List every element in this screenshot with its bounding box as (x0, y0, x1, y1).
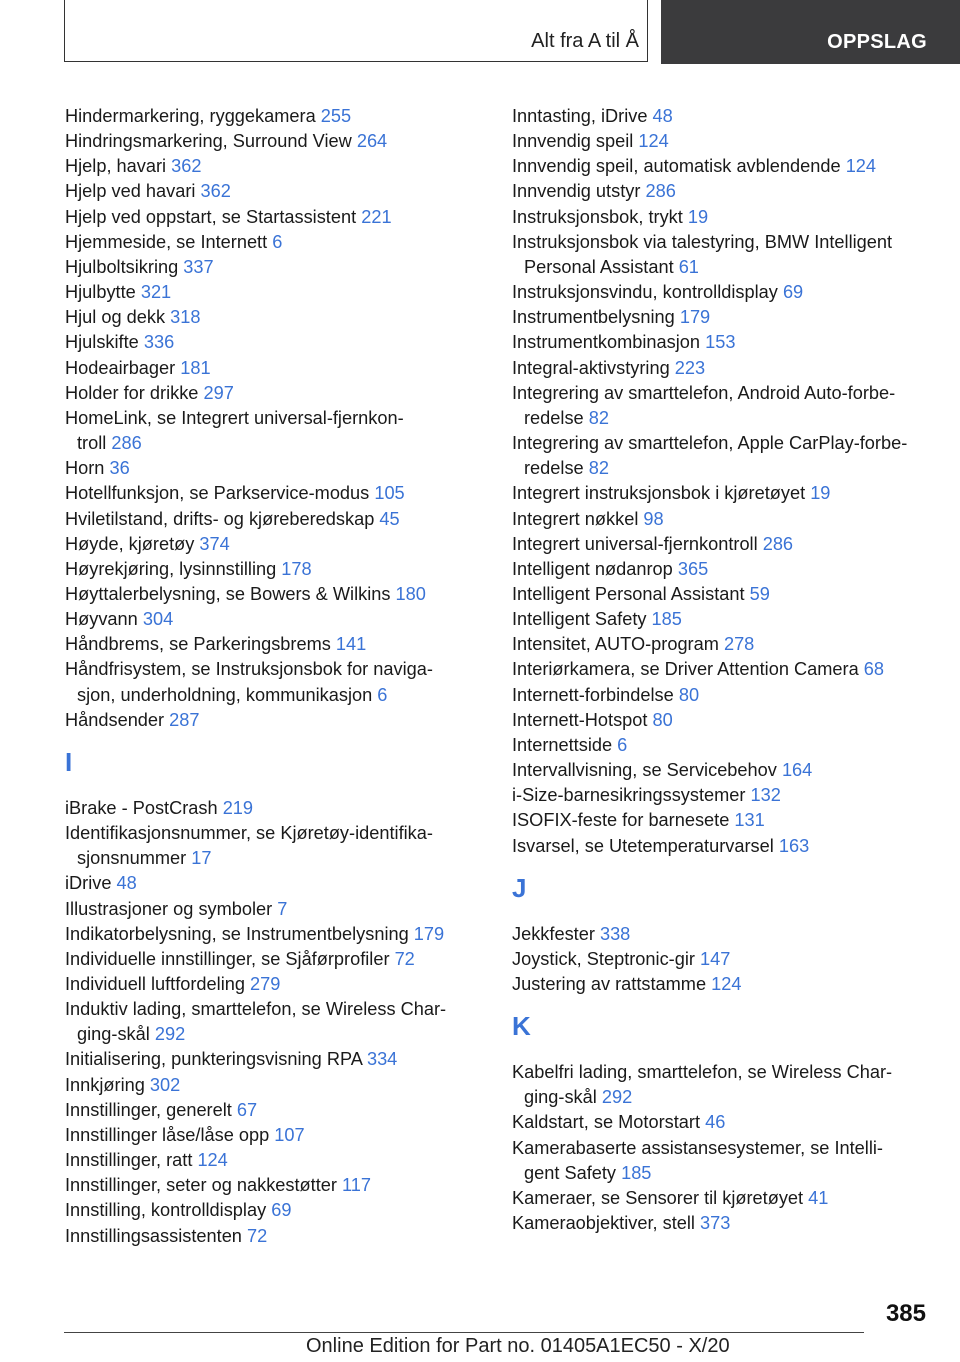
page-link[interactable]: 362 (171, 156, 202, 177)
index-entry-text: Høyde, kjøretøy (65, 533, 195, 554)
index-entry (512, 1186, 932, 1211)
page-link[interactable]: 124 (197, 1150, 228, 1171)
index-entry-text: Internett-Hotspot (512, 709, 648, 730)
page-link[interactable]: 362 (200, 181, 231, 202)
index-entry-text: Instruksjonsvindu, kontrolldisplay (512, 282, 778, 303)
index-entry-text: ISOFIX-feste for barnesete (512, 810, 730, 831)
page-link[interactable]: 179 (679, 307, 711, 328)
index-entry-text: Initialisering, punkteringsvisning RPA (65, 1049, 362, 1070)
index-entry-text: gent Safety (524, 1162, 617, 1183)
index-entry-text: Hjul og dekk (65, 307, 166, 328)
index-entry (65, 129, 465, 154)
index-entry (512, 632, 932, 657)
index-entry-text: Håndsender (65, 709, 165, 730)
index-entry-text: Hjelp ved havari (65, 181, 196, 202)
index-entry-text: Hviletilstand, drifts- og kjøreberedskap (65, 508, 375, 529)
index-entry-text: Kaldstart, se Motorstart (512, 1112, 701, 1133)
page-link[interactable]: 185 (651, 609, 682, 630)
index-entry (65, 607, 465, 632)
index-entry-text: Hjelp ved oppstart, se Startassistent (65, 206, 357, 227)
index-letter-heading: J (512, 872, 527, 903)
index-letter-heading: K (512, 1011, 531, 1042)
index-entry-text: Integrering av smarttelefon, Apple CarPlay-forbe- (512, 433, 908, 454)
page-link[interactable]: 117 (342, 1175, 371, 1196)
index-entry (512, 808, 932, 833)
index-entry (512, 708, 932, 733)
index-entry-text: Personal Assistant (524, 256, 674, 277)
page-link[interactable]: 219 (222, 797, 254, 818)
index-entry-text: sjon, underholdning, kommunikasjon (77, 684, 373, 705)
page-link[interactable]: 164 (781, 760, 813, 781)
index-entry (512, 205, 932, 230)
page-number: 385 (885, 1300, 926, 1327)
index-entry (65, 1173, 465, 1198)
index-entry (512, 1211, 932, 1236)
page-link[interactable]: 278 (723, 634, 755, 655)
index-column-left (65, 104, 465, 1249)
page-link[interactable]: 59 (749, 583, 770, 604)
index-entry-text: Hotellfunksjon, se Parkservice-modus (65, 483, 370, 504)
index-entry-text: Hjemmeside, se Internett (65, 231, 268, 252)
page-link[interactable]: 373 (700, 1213, 731, 1234)
index-entry (65, 557, 465, 582)
index-entry (65, 871, 465, 896)
index-entry (512, 1060, 932, 1110)
page-link[interactable]: 286 (762, 533, 794, 554)
index-entry (65, 179, 465, 204)
index-entry-text: Integrert nøkkel (512, 508, 639, 529)
index-entry (65, 1224, 465, 1249)
index-entry-text: Kameraer, se Sensorer til kjøretøyet (512, 1187, 804, 1208)
page-link[interactable]: 153 (705, 332, 736, 353)
page-link[interactable]: 179 (413, 923, 445, 944)
page-link[interactable]: 147 (700, 948, 731, 969)
index-entry-text: Hjulskifte (65, 332, 139, 353)
index-entry (512, 683, 932, 708)
index-entry-text: Hindermarkering, ryggekamera (65, 106, 316, 126)
index-entry-text: Innkjøring (65, 1074, 145, 1095)
index-entry-text: Intensitet, AUTO-program (512, 634, 719, 655)
page-link[interactable]: 279 (250, 974, 281, 994)
page-link[interactable]: 69 (782, 282, 804, 303)
index-entry-text: Internett-forbindelse (512, 684, 674, 705)
page-link[interactable]: 46 (705, 1112, 726, 1133)
page-link[interactable]: 67 (236, 1099, 258, 1120)
page-link[interactable]: 374 (199, 533, 230, 554)
index-entry-text: Innstilling, kontrolldisplay (65, 1200, 267, 1221)
index-entry-text: Innvendig speil, automatisk avblendende (512, 156, 841, 177)
page-link[interactable]: 321 (140, 282, 172, 303)
page-link[interactable]: 80 (678, 684, 700, 705)
index-entry (512, 129, 932, 154)
page-link[interactable]: 141 (335, 634, 367, 655)
page-link[interactable]: 302 (149, 1074, 181, 1095)
index-entry (512, 758, 932, 783)
index-entry (65, 796, 465, 821)
index-entry-text: Justering av rattstamme (512, 974, 707, 994)
index-entry (512, 507, 932, 532)
index-entry (65, 1073, 465, 1098)
index-entry-text: Høyttalerbelysning, se Bowers & Wilkins (65, 583, 391, 604)
index-entry-text: Instrumentbelysning (512, 307, 675, 328)
index-entry-text: Joystick, Steptronic-gir (512, 948, 695, 969)
index-entry-text: Kabelfri lading, smarttelefon, se Wireless Char- (512, 1062, 893, 1083)
index-entry (512, 733, 932, 758)
index-entry (65, 456, 465, 481)
page-link[interactable]: 365 (677, 558, 709, 579)
index-entry-text: Innstillingsassistenten (65, 1225, 242, 1246)
index-entry (512, 356, 932, 381)
page-link[interactable]: 292 (601, 1087, 633, 1108)
page-link[interactable]: 98 (643, 508, 664, 529)
page-link[interactable]: 45 (379, 508, 400, 529)
page-link[interactable]: 19 (687, 206, 709, 227)
index-entry (512, 481, 932, 506)
page-link[interactable]: 223 (674, 357, 706, 378)
index-entry (65, 154, 465, 179)
page-link[interactable]: 297 (203, 382, 234, 403)
page-link[interactable]: 318 (170, 307, 201, 328)
page-link[interactable]: 132 (750, 785, 781, 806)
index-entry-text: sjonsnummer (77, 848, 187, 869)
index-entry-text: Intelligent nødanrop (512, 558, 673, 579)
index-entry-text: Instruksjonsbok via talestyring, BMW Intelligent (512, 231, 893, 252)
index-entry-text: Internettside (512, 734, 613, 755)
index-entry (512, 607, 932, 632)
index-entry (512, 154, 932, 179)
index-entry-text: Innvendig speil (512, 131, 634, 152)
index-entry (65, 922, 465, 947)
index-entry-text: HomeLink, se Integrert universal-fjernkon- (65, 407, 404, 428)
index-entry-text: Hjelp, havari (65, 156, 167, 177)
index-entry-text: Interiørkamera, se Driver Attention Camera (512, 659, 859, 680)
index-entry (512, 1136, 932, 1186)
page-link[interactable]: 72 (394, 948, 415, 969)
page-link[interactable]: 338 (599, 923, 631, 944)
index-entry (65, 1148, 465, 1173)
page-link[interactable]: 286 (111, 433, 142, 454)
index-entry (65, 330, 465, 355)
page-link[interactable]: 264 (356, 131, 388, 152)
index-entry (65, 230, 465, 255)
page-link[interactable]: 105 (374, 483, 405, 504)
page-link[interactable]: 107 (274, 1124, 305, 1145)
page-link[interactable]: 7 (277, 898, 288, 919)
page-link[interactable]: 185 (621, 1162, 652, 1183)
page-link[interactable]: 124 (638, 131, 669, 152)
index-entry-text: Intelligent Personal Assistant (512, 583, 745, 604)
index-entry (65, 205, 465, 230)
footer-divider (64, 1332, 864, 1333)
index-entry-text: Håndbrems, se Parkeringsbrems (65, 634, 331, 655)
index-entry-text: Horn (65, 458, 105, 479)
index-entry (512, 783, 932, 808)
index-entry (512, 381, 932, 431)
page-link[interactable]: 124 (845, 156, 877, 177)
page-link[interactable]: 41 (808, 1187, 829, 1208)
index-entry-text: troll (77, 433, 107, 454)
index-entry (65, 657, 465, 707)
index-entry (512, 280, 932, 305)
index-entry (512, 532, 932, 557)
index-entry-text: Inntasting, iDrive (512, 106, 648, 126)
index-entry-text: Innstillinger låse/låse opp (65, 1124, 270, 1145)
index-entry (65, 947, 465, 972)
page-link[interactable]: 69 (271, 1200, 292, 1221)
page-link[interactable]: 178 (281, 558, 312, 579)
index-entry (65, 481, 465, 506)
page-link[interactable]: 124 (711, 974, 742, 994)
index-entry-text: Kamerabaserte assistansesystemer, se Intelli- (512, 1137, 883, 1158)
index-entry (512, 972, 932, 997)
page-link[interactable]: 80 (652, 709, 673, 730)
index-entry (65, 582, 465, 607)
page-link[interactable]: 68 (863, 659, 884, 680)
index-entry (512, 834, 932, 859)
index-entry (512, 947, 932, 972)
index-entry (512, 922, 932, 947)
section-tab-label: OPPSLAG (827, 31, 927, 53)
index-entry-text: Holder for drikke (65, 382, 199, 403)
index-entry (65, 821, 465, 871)
page-link[interactable]: 337 (183, 256, 214, 277)
page-link[interactable]: 6 (377, 684, 388, 705)
index-entry (512, 431, 932, 481)
page-link[interactable]: 131 (734, 810, 765, 831)
page-link[interactable]: 336 (143, 332, 175, 353)
index-entry-text: Isvarsel, se Utetemperaturvarsel (512, 835, 774, 856)
index-entry-text: Intervallvisning, se Servicebehov (512, 760, 777, 781)
index-entry-text: redelse (524, 407, 584, 428)
index-entry (65, 1098, 465, 1123)
index-entry-text: Høyvann (65, 609, 138, 630)
index-entry (512, 305, 932, 330)
page-link[interactable]: 255 (320, 106, 352, 126)
index-entry-text: Integrert universal-fjernkontroll (512, 533, 758, 554)
index-entry (65, 632, 465, 657)
index-entry-text: Individuell luftfordeling (65, 974, 245, 994)
page-link[interactable]: 48 (116, 873, 137, 894)
page-link[interactable]: 221 (361, 206, 392, 227)
page-link[interactable]: 292 (154, 1024, 186, 1045)
index-entry (512, 104, 932, 129)
index-entry-text: Integrert instruksjonsbok i kjøretøyet (512, 483, 806, 504)
page-link[interactable]: 82 (588, 407, 609, 428)
index-entry-text: Hindringsmarkering, Surround View (65, 131, 352, 152)
index-entry (65, 406, 465, 456)
page-link[interactable]: 286 (645, 181, 676, 202)
index-entry-text: Illustrasjoner og symboler (65, 898, 273, 919)
index-entry-text: Induktiv lading, smarttelefon, se Wireless Char- (65, 999, 447, 1020)
index-entry-text: Innstillinger, generelt (65, 1099, 232, 1120)
index-entry-text: redelse (524, 458, 584, 479)
section-title: Alt fra A til Å (531, 30, 639, 52)
index-entry-text: Høyrekjøring, lysinnstilling (65, 558, 277, 579)
index-entry-text: ging-skål (524, 1087, 597, 1108)
page-link[interactable]: 72 (246, 1225, 268, 1246)
index-entry-text: Indikatorbelysning, se Instrumentbelysning (65, 923, 409, 944)
index-entry-text: Integral-aktivstyring (512, 357, 670, 378)
index-entry-text: Intelligent Safety (512, 609, 647, 630)
index-entry (512, 657, 932, 682)
index-entry-text: Identifikasjonsnummer, se Kjøretøy-identifika- (65, 823, 433, 844)
header-section-box (64, 0, 648, 62)
index-entry-text: Individuelle innstillinger, se Sjåførprofiler (65, 948, 390, 969)
index-entry-text: Innstillinger, ratt (65, 1150, 193, 1171)
index-entry (65, 972, 465, 997)
index-entry-text: Hjulbytte (65, 282, 136, 303)
index-entry-text: Hodeairbager (65, 357, 176, 378)
index-entry (65, 255, 465, 280)
index-entry (512, 1110, 932, 1135)
index-entry (65, 1198, 465, 1223)
page-link[interactable]: 6 (617, 734, 628, 755)
index-entry (65, 897, 465, 922)
page-link[interactable]: 61 (678, 256, 699, 277)
index-entry-text: Hjulboltsikring (65, 256, 179, 277)
index-entry-text: i-Size-barnesikringssystemer (512, 785, 746, 806)
section-tab[interactable] (661, 0, 960, 64)
index-entry-text: iDrive (65, 873, 112, 894)
index-entry-text: Håndfrisystem, se Instruksjonsbok for naviga- (65, 659, 433, 680)
index-entry-text: Innvendig utstyr (512, 181, 641, 202)
index-entry-text: Innstillinger, seter og nakkestøtter (65, 1175, 337, 1196)
index-letter-heading: I (65, 746, 73, 777)
page-link[interactable]: 36 (109, 458, 130, 479)
index-column-right (512, 104, 932, 1236)
page-link[interactable]: 304 (142, 609, 174, 630)
index-entry (65, 381, 465, 406)
index-entry-text: Jekkfester (512, 923, 595, 944)
page-link[interactable]: 6 (272, 231, 283, 252)
page-link[interactable]: 19 (810, 483, 831, 504)
page-link[interactable]: 82 (588, 458, 609, 479)
index-entry-text: iBrake - PostCrash (65, 797, 218, 818)
index-entry-text: ging-skål (77, 1024, 150, 1045)
index-entry (65, 997, 465, 1047)
index-entry (512, 330, 932, 355)
index-entry-text: Instruksjonsbok, trykt (512, 206, 683, 227)
index-entry (65, 104, 465, 129)
index-entry (65, 507, 465, 532)
page-link[interactable]: 287 (169, 709, 200, 730)
index-entry (512, 582, 932, 607)
page-link[interactable]: 181 (180, 357, 211, 378)
page-link[interactable]: 180 (395, 583, 426, 604)
index-entry (65, 1123, 465, 1148)
index-entry-text: Instrumentkombinasjon (512, 332, 701, 353)
page-link[interactable]: 17 (191, 848, 212, 869)
index-entry (512, 179, 932, 204)
index-entry (512, 230, 932, 280)
index-entry (65, 708, 465, 733)
index-entry (65, 280, 465, 305)
page-link[interactable]: 334 (366, 1049, 398, 1070)
page-link[interactable]: 48 (652, 106, 673, 126)
edition-text: Online Edition for Part no. 01405A1EC50 - X/20 (306, 1335, 730, 1357)
index-entry (65, 1047, 465, 1072)
page-link[interactable]: 163 (778, 835, 810, 856)
index-entry (65, 532, 465, 557)
index-entry-text: Integrering av smarttelefon, Android Auto-forbe- (512, 382, 896, 403)
index-entry-text: Kameraobjektiver, stell (512, 1213, 695, 1234)
index-entry (65, 305, 465, 330)
index-entry (65, 356, 465, 381)
index-entry (512, 557, 932, 582)
